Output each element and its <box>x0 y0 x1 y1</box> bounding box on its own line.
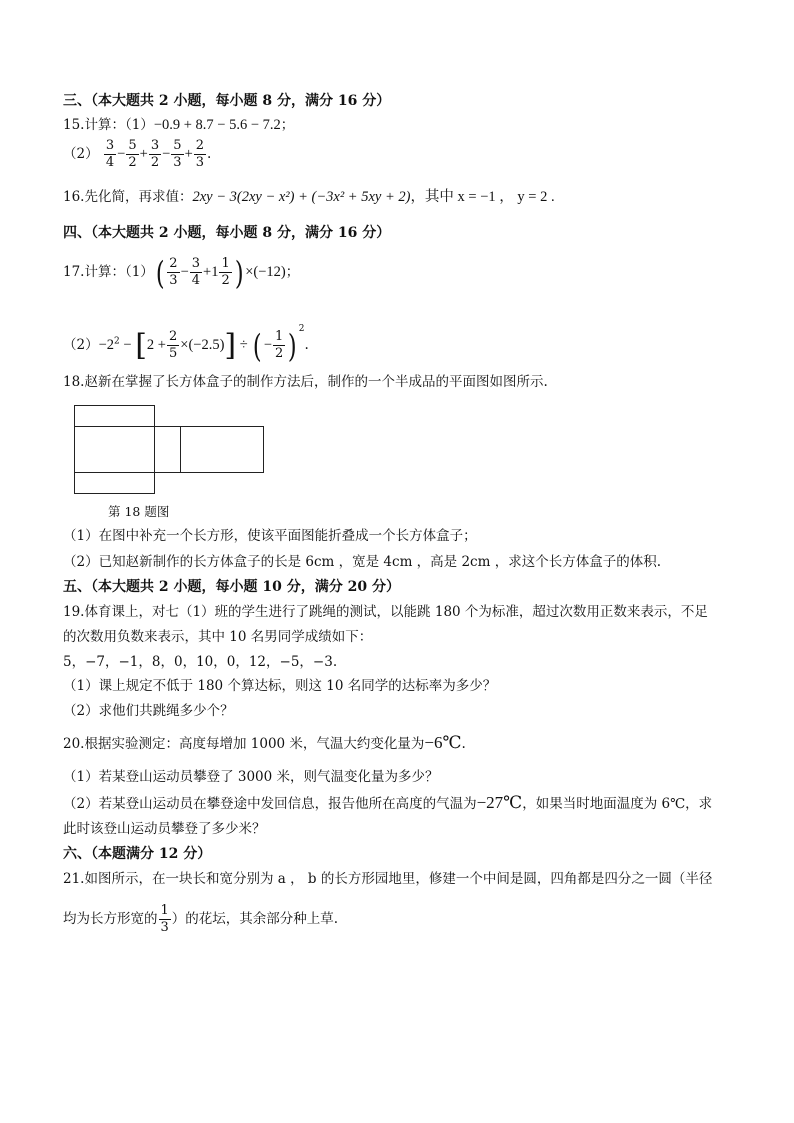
section-3-heading: 三、（本大题共 2 小题，每小题 8 分，满分 16 分） <box>63 93 391 109</box>
q15-tail1: ； <box>280 117 295 133</box>
q20-text: 20.根据实验测定：高度每增加 1000 米，气温大约变化量为 <box>63 736 425 752</box>
q17-end: . <box>304 337 309 353</box>
question-19-sub1: （1）课上规定不低于 180 个算达标，则这 10 名同学的达标率为多少？ <box>63 678 497 694</box>
q17-semicolon: ； <box>285 264 300 280</box>
q17-exp2: 2 <box>298 324 305 334</box>
q15-fraction: $\frac{3}{2}$ <box>150 138 160 170</box>
q17-minus2: − <box>119 337 136 353</box>
net-bottom-rect <box>75 473 155 494</box>
q17-frac-2-3: $\frac{2}{3}$ <box>169 256 178 288</box>
q15-prefix: 15.计算：（1） <box>63 117 154 133</box>
box-net-figure <box>74 405 266 495</box>
net-top-rect <box>75 406 155 427</box>
q15-sign: − <box>117 146 126 162</box>
left-paren-2: ( <box>253 326 262 365</box>
q17-frac-2-5: $\frac{2}{5}$ <box>168 329 178 361</box>
section-4-heading: 四、（本大题共 2 小题，每小题 8 分，满分 16 分） <box>63 225 391 241</box>
question-15-part1 <box>63 116 294 134</box>
question-15-part2 <box>63 138 211 171</box>
q21-line2a: 均为长方形宽的 <box>63 911 158 927</box>
net-side-rect <box>155 427 181 473</box>
q20-value2: −27℃ <box>476 793 523 812</box>
question-17-part2 <box>63 320 309 365</box>
q17-div: ÷ <box>236 337 252 353</box>
q15-fraction-sum <box>103 138 207 170</box>
question-21-line1: 21.如图所示，在一块长和宽分别为 a ， b 的长方形园地里，修建一个中间是圆，四角都是四分之一圆（半径 <box>63 871 713 887</box>
q15-expr1: −0.9 + 8.7 − 5.6 − 7.2 <box>153 117 281 133</box>
question-18-sub2: （2）已知赵新制作的长方体盒子的长是 6cm ，宽是 4cm ，高是 2cm ，求这个长方体盒子的体积. <box>63 554 661 570</box>
question-17-part1 <box>63 253 300 292</box>
q17-exp1: 2 <box>114 336 120 347</box>
q17-frac-1-2: $\frac{1}{2}$ <box>221 256 230 288</box>
q17-two-plus: 2 + <box>146 337 166 353</box>
q17-times: ×(−12) <box>245 264 286 280</box>
q15-fraction: $\frac{3}{4}$ <box>105 138 115 170</box>
q15-part2-label: （2） <box>63 146 99 162</box>
q15-end: . <box>207 146 212 162</box>
q15-fraction: $\frac{5}{2}$ <box>128 138 137 170</box>
question-16 <box>63 188 555 206</box>
q20-value1: −6℃ <box>424 733 462 752</box>
q15-fraction: $\frac{5}{3}$ <box>173 138 182 170</box>
q20-sub2a: （2）若某登山运动员在攀登途中发回信息，报告他所在高度的气温为 <box>63 796 477 812</box>
question-19-line2: 的次数用负数来表示，其中 10 名男同学成绩如下： <box>63 629 373 645</box>
q16-expr: 2xy − 3(2xy − x²) + (−3x² + 5xy + 2) <box>192 189 411 205</box>
question-18-sub1: （1）在图中补充一个长方形，使该平面图能折叠成一个长方体盒子； <box>63 528 477 544</box>
left-paren: ( <box>155 253 165 292</box>
question-18-text: 18.赵新在掌握了长方体盒子的制作方法后，制作的一个半成品的平面图如图所示. <box>63 374 548 390</box>
question-20-line1 <box>63 734 466 753</box>
question-19-line1: 19.体育课上，对七（1）班的学生进行了跳绳的测试，以能跳 180 个为标准，超过次数用正数来表示，不足 <box>63 604 708 620</box>
q20-end1: . <box>461 736 466 752</box>
q17-times-neg: ×(−2.5) <box>180 337 225 353</box>
question-20-sub2 <box>63 794 712 813</box>
q15-fraction: $\frac{2}{3}$ <box>195 138 205 170</box>
question-20-sub2-cont: 此时该登山运动员攀登了多少米？ <box>63 821 266 837</box>
q15-sign: + <box>184 146 193 162</box>
question-21-line2 <box>63 903 338 936</box>
q17-neg-two: −2 <box>98 337 115 353</box>
right-bracket: ] <box>224 327 237 363</box>
net-right-rect <box>181 427 264 473</box>
q21-line2b: ）的花坛，其余部分种上草. <box>171 911 339 927</box>
q15-sign: − <box>162 146 171 162</box>
q17-frac-3-4: $\frac{3}{4}$ <box>191 256 201 288</box>
q17-minus: − <box>180 264 189 280</box>
question-19-data: 5，−7，−1，8，0，10，0，12，−5，−3. <box>63 654 338 670</box>
right-paren-2: ) <box>288 326 297 365</box>
q21-frac-1-3: $\frac{1}{3}$ <box>160 903 169 935</box>
section-5-heading: 五、（本大题共 2 小题，每小题 10 分，满分 20 分） <box>63 579 400 595</box>
q17-neg: − <box>263 337 273 353</box>
net-middle-rect <box>75 427 155 473</box>
right-paren: ) <box>234 253 244 292</box>
question-20-sub1: （1）若某登山运动员攀登了 3000 米，则气温变化量为多少？ <box>63 769 439 785</box>
q17-plus-one: +1 <box>203 264 219 280</box>
q16-prefix: 16.先化简，再求值： <box>63 189 193 205</box>
q15-sign: + <box>139 146 148 162</box>
q17-prefix: 17.计算：（1） <box>63 264 154 280</box>
figure-18-caption: 第 18 题图 <box>108 504 170 519</box>
q17-frac-1-2b: $\frac{1}{2}$ <box>275 329 284 361</box>
q16-condition: ，其中 x = −1 ， y = 2 . <box>410 189 555 205</box>
left-bracket: [ <box>135 327 147 363</box>
section-6-heading: 六、（本题满分 12 分） <box>63 846 212 862</box>
question-19-sub2: （2）求他们共跳绳多少个？ <box>63 703 234 719</box>
q17-part2-label: （2） <box>63 337 99 353</box>
q20-sub2b: ，如果当时地面温度为 6℃，求 <box>522 796 713 812</box>
